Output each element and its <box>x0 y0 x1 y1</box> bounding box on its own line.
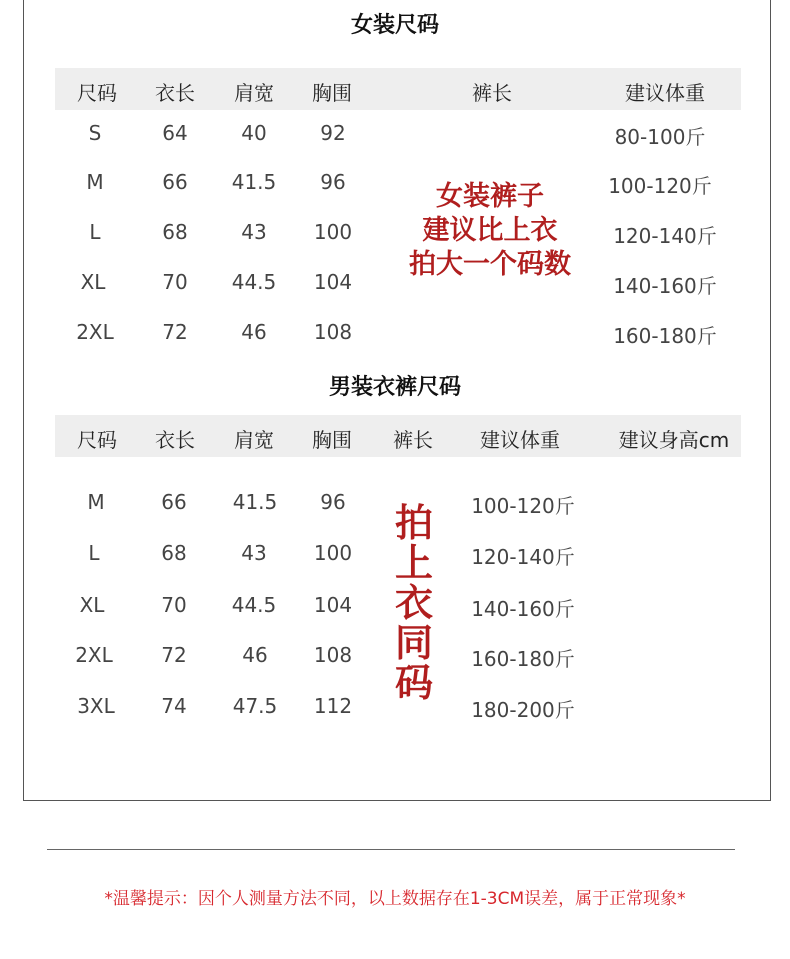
row-size: XL <box>80 270 106 294</box>
women-header-length: 衣长 <box>155 81 195 105</box>
row-size: 3XL <box>77 694 115 718</box>
women-pants-note-line: 女装裤子 <box>436 181 544 212</box>
men-pants-note <box>390 503 438 703</box>
row-shoulder: 46 <box>242 643 268 667</box>
row-size: XL <box>79 593 105 617</box>
row-size: 2XL <box>75 643 113 667</box>
row-chest: 96 <box>320 170 346 194</box>
men-pants-note-char: 码 <box>394 661 433 705</box>
row-chest: 112 <box>313 694 353 718</box>
men-pants-note-char: 同 <box>394 621 433 665</box>
row-size: L <box>89 220 101 244</box>
row-shoulder: 43 <box>241 541 267 565</box>
row-weight: 160-180斤 <box>613 324 717 348</box>
men-header-length: 衣长 <box>155 428 195 452</box>
row-chest: 100 <box>313 220 353 244</box>
row-shoulder: 41.5 <box>231 170 277 194</box>
men-pants-note-char: 拍 <box>394 501 433 545</box>
row-length: 66 <box>161 490 187 514</box>
women-header-pants-length: 裤长 <box>472 81 512 105</box>
row-size: M <box>86 170 104 194</box>
row-length: 66 <box>162 170 188 194</box>
women-size-title: 女装尺码 <box>350 13 439 38</box>
men-pants-note-char: 上 <box>394 541 433 585</box>
row-length: 72 <box>162 320 188 344</box>
row-chest: 92 <box>320 121 346 145</box>
men-header-shoulder: 肩宽 <box>234 428 274 452</box>
row-shoulder: 44.5 <box>231 270 277 294</box>
men-header-height: 建议身高cm <box>618 428 730 452</box>
row-chest: 104 <box>313 593 353 617</box>
men-header-size: 尺码 <box>77 428 117 452</box>
row-chest: 96 <box>320 490 346 514</box>
women-pants-note-line: 建议比上衣 <box>422 215 558 246</box>
row-shoulder: 46 <box>241 320 267 344</box>
row-size: M <box>87 490 105 514</box>
row-length: 72 <box>161 643 187 667</box>
men-header-pants-length: 裤长 <box>393 428 433 452</box>
row-weight: 180-200斤 <box>471 698 575 722</box>
row-shoulder: 43 <box>241 220 267 244</box>
row-size: L <box>88 541 100 565</box>
women-header-shoulder: 肩宽 <box>234 81 274 105</box>
women-table-row <box>0 320 790 350</box>
row-weight: 120-140斤 <box>471 545 575 569</box>
section-divider <box>47 849 735 850</box>
row-length: 68 <box>162 220 188 244</box>
row-length: 64 <box>162 121 188 145</box>
row-shoulder: 41.5 <box>232 490 278 514</box>
men-header-row <box>55 415 741 457</box>
women-pants-note-line: 拍大一个码数 <box>409 249 571 280</box>
row-length: 74 <box>161 694 187 718</box>
row-length: 68 <box>161 541 187 565</box>
measurement-disclaimer: *温馨提示：因个人测量方法不同，以上数据存在1-3CM误差，属于正常现象* <box>104 889 686 909</box>
women-header-size: 尺码 <box>77 81 117 105</box>
row-weight: 140-160斤 <box>471 597 575 621</box>
women-header-chest: 胸围 <box>312 81 352 105</box>
row-shoulder: 47.5 <box>232 694 278 718</box>
women-table-row <box>0 121 790 151</box>
row-weight: 160-180斤 <box>471 647 575 671</box>
row-weight: 120-140斤 <box>613 224 717 248</box>
women-pants-note <box>390 180 590 282</box>
row-length: 70 <box>161 593 187 617</box>
men-pants-note-char: 衣 <box>394 581 433 625</box>
row-size: 2XL <box>76 320 114 344</box>
row-shoulder: 44.5 <box>231 593 277 617</box>
men-size-title: 男装衣裤尺码 <box>328 375 461 400</box>
row-weight: 140-160斤 <box>613 274 717 298</box>
row-weight: 100-120斤 <box>608 174 712 198</box>
row-chest: 104 <box>313 270 353 294</box>
row-weight: 80-100斤 <box>614 125 706 149</box>
row-chest: 100 <box>313 541 353 565</box>
row-size: S <box>88 121 102 145</box>
men-header-weight: 建议体重 <box>480 428 560 452</box>
women-header-row <box>55 68 741 110</box>
row-shoulder: 40 <box>241 121 267 145</box>
row-chest: 108 <box>313 643 353 667</box>
row-length: 70 <box>162 270 188 294</box>
row-weight: 100-120斤 <box>471 494 575 518</box>
men-header-chest: 胸围 <box>312 428 352 452</box>
row-chest: 108 <box>313 320 353 344</box>
women-header-weight: 建议体重 <box>625 81 705 105</box>
